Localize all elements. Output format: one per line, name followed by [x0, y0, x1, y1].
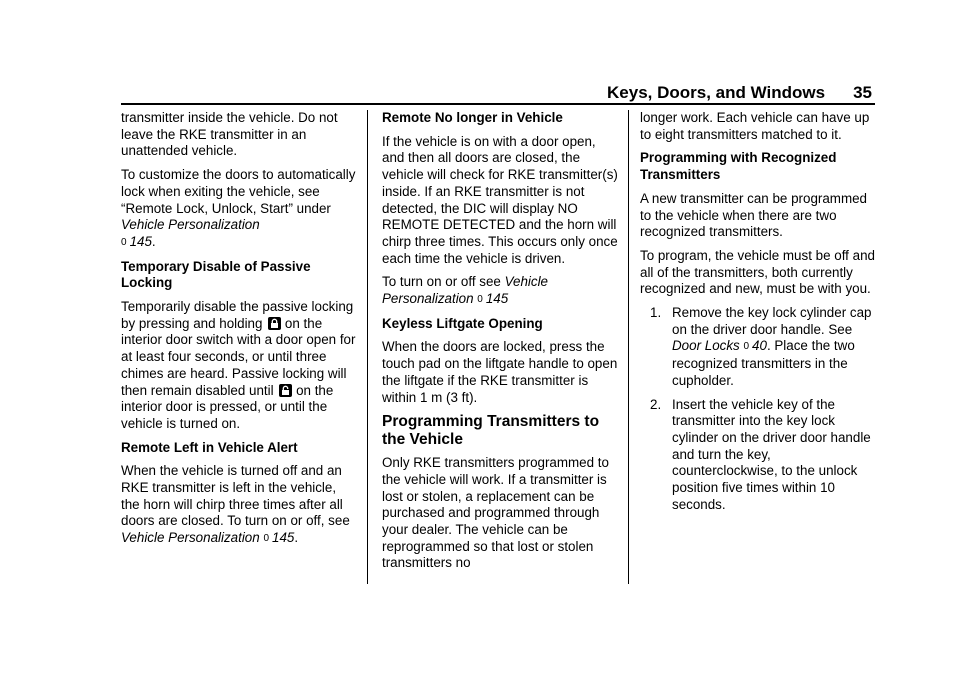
section-title: Keys, Doors, and Windows: [607, 83, 826, 102]
paragraph: To program, the vehicle must be off and all of the transmitters, both currently recognized and new, must be with you.: [640, 247, 875, 297]
paragraph: longer work. Each vehicle can have up to eight transmitters matched to it.: [640, 110, 870, 142]
paragraph: Temporarily disable the passive locking by pressing and holding on the interior door switch with a door open for at least four seconds, or until three chimes are heard. Passive locking will then remain disabled until on the interior door is pressed, or until the vehicle is turned on.: [121, 299, 356, 431]
column-2: [382, 110, 618, 572]
column-1: [121, 110, 357, 555]
page-ref-arrow-icon: 0: [263, 533, 269, 545]
page-ref-arrow-icon: 0: [743, 341, 750, 353]
paragraph: When the doors are locked, press the touch pad on the liftgate handle to open the liftgate if the RKE transmitter is within 1 m (3 ft).: [382, 339, 618, 405]
list-item: 2. Insert the vehicle key of the transmitter into the key lock cylinder on the driver door handle and turn the key, counterclockwise, to the unlock position five times within 10 seconds.: [650, 396, 871, 512]
page-reference[interactable]: 145: [485, 291, 509, 307]
paragraph: To customize the doors to automatically lock when exiting the vehicle, see “Remote Lock, Unlock, Start” under Vehicle Personalization 0 145.: [121, 167, 357, 252]
steps-list: [640, 305, 876, 513]
cross-reference-link[interactable]: Vehicle Personalization: [121, 530, 260, 546]
subheading: Remote Left in Vehicle Alert: [121, 439, 298, 455]
subheading: Keyless Liftgate Opening: [382, 315, 543, 331]
header-rule: [121, 103, 875, 105]
cross-reference-link[interactable]: Vehicle Personalization: [382, 274, 548, 307]
column-divider: [367, 110, 368, 584]
page-reference[interactable]: 145: [129, 233, 152, 249]
column-3: [640, 110, 876, 520]
paragraph: Only RKE transmitters programmed to the vehicle will work. If a transmitter is lost or stolen, a replacement can be purchased and programmed through your dealer. The vehicle can be reprogrammed so that lost or stolen transmitters no: [382, 455, 609, 571]
paragraph: To turn on or off see Vehicle Personalization 0 145: [382, 274, 618, 308]
list-item: 1. Remove the key lock cylinder cap on the driver door handle. See Door Locks 0 40. Place the two recognized transmitters in the cupholder.: [650, 305, 872, 388]
paragraph: transmitter inside the vehicle. Do not leave the RKE transmitter in an unattended vehicle.: [121, 110, 338, 159]
page-number: 35: [853, 83, 872, 102]
page-reference[interactable]: 145: [272, 530, 295, 546]
lock-icon: [268, 317, 281, 330]
section-heading: Programming Transmitters to the Vehicle: [382, 413, 600, 449]
running-header: [607, 83, 872, 103]
column-divider: [628, 110, 629, 584]
paragraph: A new transmitter can be programmed to the vehicle when there are two recognized transmitters.: [640, 190, 867, 240]
page-ref-arrow-icon: 0: [121, 236, 127, 248]
step-number: 2.: [650, 396, 662, 412]
step-number: 1.: [650, 305, 662, 321]
cross-reference-link[interactable]: Vehicle Personalization: [121, 217, 260, 233]
subheading: Remote No longer in Vehicle: [382, 110, 563, 125]
subheading: Temporary Disable of Passive Locking: [121, 258, 311, 291]
page-ref-arrow-icon: 0: [477, 294, 483, 306]
cross-reference-link[interactable]: Door Locks: [672, 338, 740, 354]
unlock-icon: [279, 384, 292, 397]
page-reference[interactable]: 40: [752, 338, 767, 354]
subheading: Programming with Recognized Transmitters: [640, 150, 837, 183]
paragraph: When the vehicle is turned off and an RKE transmitter is left in the vehicle, the horn will chirp three times after all doors are closed. To turn on or off, see Vehicle Personalization 0 145.: [121, 463, 357, 548]
paragraph: If the vehicle is on with a door open, and then all doors are closed, the vehicle will check for RKE transmitter(s) inside. If an RKE transmitter is not detected, the DIC will display NO REMOTE DETECTED and the horn will chirp three times. This occurs only once each time the vehicle is driven.: [382, 133, 618, 266]
